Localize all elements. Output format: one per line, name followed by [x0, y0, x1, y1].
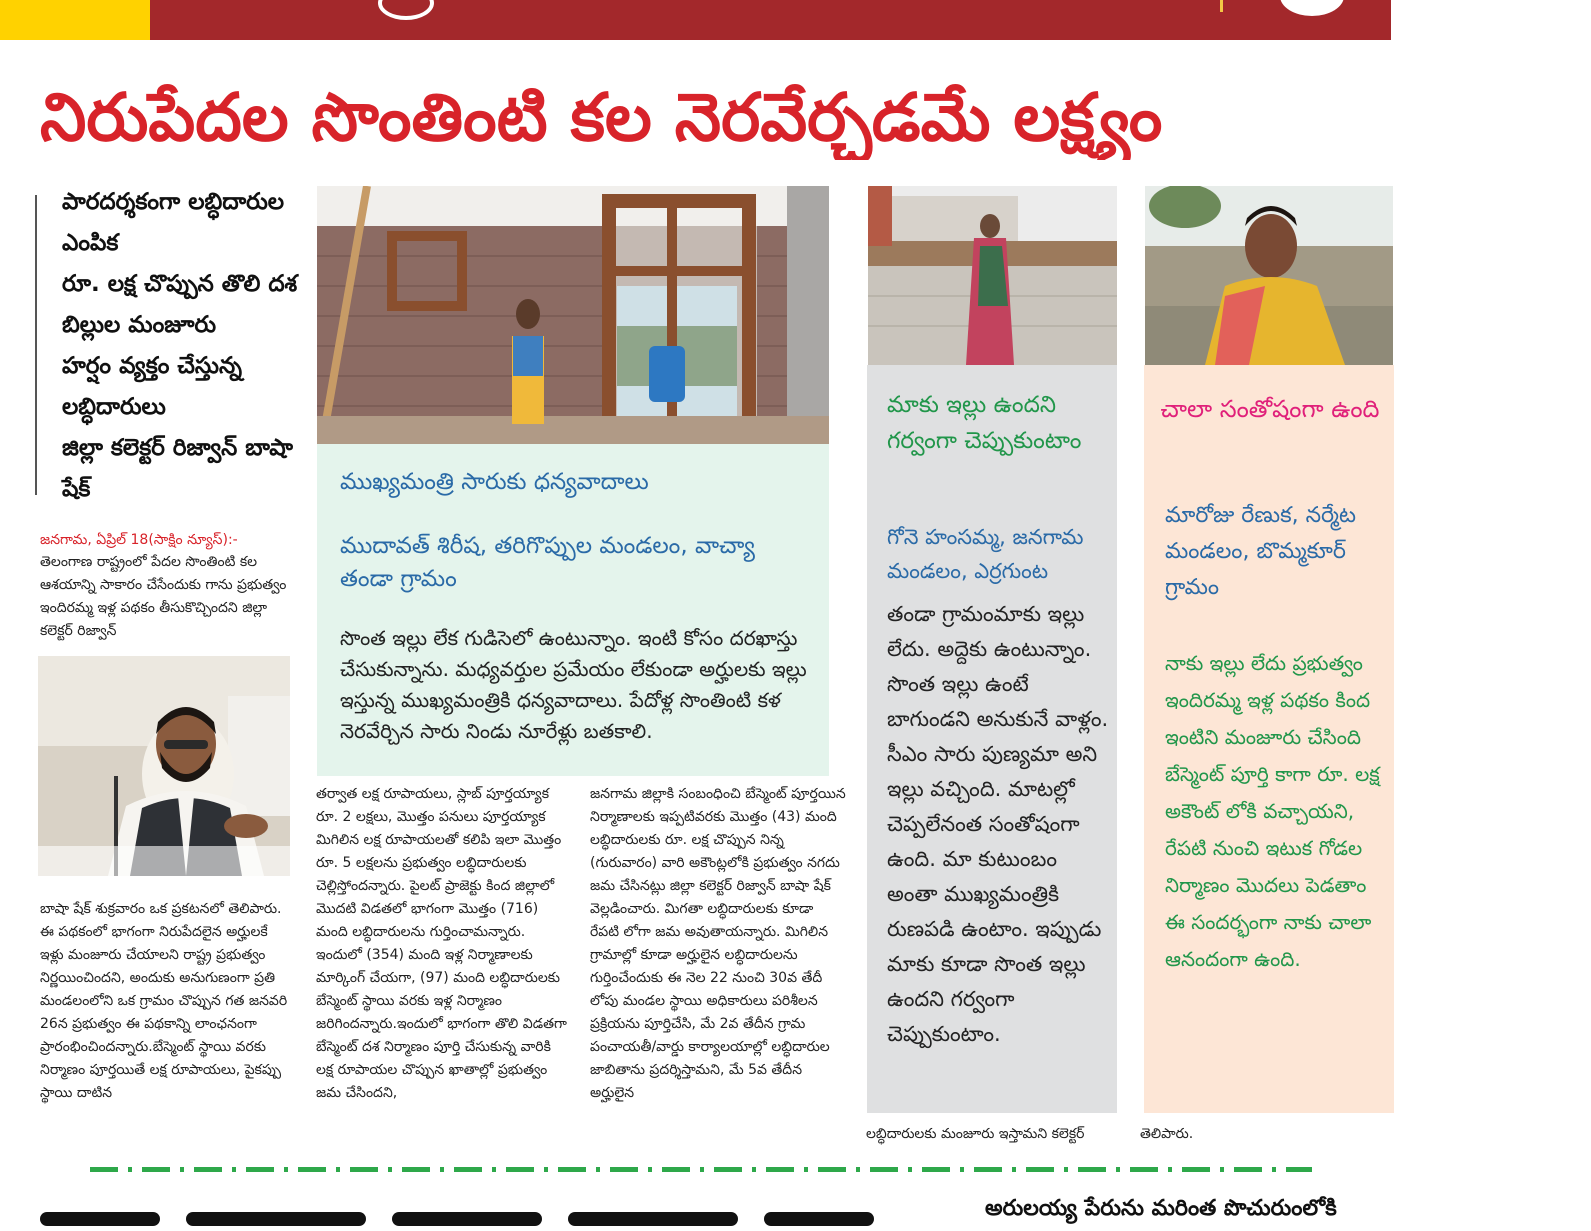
beneficiary-3-photo [1145, 186, 1393, 365]
next-article-text-fragment: అరులయ్య పేరును మరింత పొచురుంలోకి [985, 1196, 1337, 1221]
highlights-list [62, 182, 302, 510]
article-column-3: జనగామ జిల్లాకి సంబంధించి బేస్మెంట్ పూర్తయిన నిర్మాణాలకు ఇప్పటివరకు మొత్తం (43) మంది లబ్ధిదారులకు రూ. లక్ష చొప్పున నిన్న (గురువారం) వారి అకౌంట్లలోకి ప్రభుత్వం నగదు జమ చేసినట్లు జిల్లా కలెక్టర్ రిజ్వాన్ బాషా షేక్ వెల్లడించారు. మిగతా లబ్ధిదారులకు కూడా రేపటి లోగా జమ అవుతాయన్నారు. మిగిలిన గ్రామాల్లో కూడా అర్హులైన లబ్ధిదారులను గుర్తించేందుకు ఈ నెల 22 నుంచి 30వ తేదీ లోపు మండల స్థాయి అధికారులు పరిశీలన ప్రక్రియను పూర్తిచేసి, మే 2వ తేదీన గ్రామ పంచాయతీ/వార్డు కార్యాలయాల్లో లబ్ధిదారుల జాబితాను ప్రదర్శిస్తామని, మే 5వ తేదీన అర్హులైన [590, 786, 846, 1101]
highlight-item: పారదర్శకంగా లబ్ధిదారుల ఎంపిక [62, 189, 285, 256]
next-article-headline-fragment [40, 1196, 940, 1231]
article-column-1: బాషా షేక్ శుక్రవారం ఒక ప్రకటనలో తెలిపారు. ఈ పథకంలో భాగంగా నిరుపేదలైన అర్హులకే ఇళ్లు మంజూరు చేయాలని రాష్ట్ర ప్రభుత్వం నిర్ణయించిందని, అందుకు అనుగుణంగా ప్రతి మండలంలోని ఒక గ్రామం చొప్పున గత జనవరి 26న ప్రభుత్వం ఈ పథకాన్ని లాంఛనంగా ప్రారంభించిందన్నారు.బేస్మెంట్ స్థాయి వరకు నిర్మాణం పూర్తయితే లక్ష రూపాయలు, పైకప్పు స్థాయి దాటిన [40, 901, 288, 1101]
continued-text-col5: తెలిపారు. [1140, 1126, 1194, 1142]
highlight-item: హర్షం వ్యక్తం చేస్తున్న లబ్ధిదారులు [62, 353, 242, 420]
article-headline: నిరుపేదల సొంతింటి కల నెరవేర్చడమే లక్ష్యం [40, 79, 1163, 156]
collector-photo [38, 656, 290, 876]
section-divider [90, 1167, 1312, 1172]
beneficiary-3-quote: నాకు ఇల్లు లేదు ప్రభుత్వం ఇందిరమ్మ ఇళ్ల పథకం కింద ఇంటిని మంజూరు చేసింది బేస్మెంట్ పూర్తి కాగా రూ. లక్ష అకౌంట్ లోకి వచ్చాయని, రేపటి నుంచి ఇటుక గోడల నిర్మాణం మొదలు పెడతాం ఈ సందర్భంగా నాకు చాలా ఆనందంగా ఉంది. [1165, 651, 1380, 971]
highlight-item: రూ. లక్ష చొప్పున తొలి దశ బిల్లుల మంజూరు [62, 271, 298, 338]
beneficiary-2-name: గోనె హంసమ్మ, జనగామ మండలం, ఎర్రగుంట [887, 525, 1084, 583]
beneficiary-1-name: ముదావత్ శిరీష, తరిగొప్పుల మండలం, వాచ్యా తండా గ్రామం [340, 533, 755, 592]
construction-site-photo [317, 186, 829, 444]
beneficiary-1-heading: ముఖ్యమంత్రి సారుకు ధన్యవాదాలు [340, 469, 649, 495]
beneficiary-2-photo [868, 186, 1117, 365]
article-column-2: తర్వాత లక్ష రూపాయలు, స్లాబ్ పూర్తయ్యాక రూ. 2 లక్షలు, మొత్తం పనులు పూర్తయ్యాక మిగిలిన లక్ష రూపాయలతో కలిపి ఇలా మొత్తం రూ. 5 లక్షలను ప్రభుత్వం లబ్ధిదారులకు చెల్లిస్తోందన్నారు. పైలట్ ప్రాజెక్టు కింద జిల్లాలో మొదటి విడతలో భాగంగా మొత్తం (716) మంది లబ్ధిదారులను గుర్తించామన్నారు. ఇందులో (354) మంది ఇళ్ల నిర్మాణాలకు మార్కింగ్ చేయగా, (97) మంది లబ్ధిదారులకు బేస్మెంట్ స్థాయి వరకు ఇళ్ల నిర్మాణం జరిగిందన్నారు.ఇందులో భాగంగా తొలి విడతగా బేస్మెంట్ దశ నిర్మాణం పూర్తి చేసుకున్న వారికి లక్ష రూపాయల చొప్పున ఖాతాల్లో ప్రభుత్వం జమ చేసిందని, [316, 786, 567, 1101]
beneficiary-1-quote: సొంత ఇల్లు లేక గుడిసెలో ఉంటున్నాం. ఇంటి కోసం దరఖాస్తు చేసుకున్నాను. మధ్యవర్తుల ప్రమేయం లేకుండా అర్హులకు ఇల్లు ఇస్తున్న ముఖ్యమంత్రికి ధన్యవాదాలు. పేదోళ్ల సొంతింటి కళ నెరవేర్చిన సారు నిండు నూరేళ్లు బతకాలి. [340, 626, 807, 743]
beneficiary-2-heading: మాకు ఇల్లు ఉందని గర్వంగా చెప్పుకుంటాం [887, 392, 1082, 454]
beneficiary-3-heading: చాలా సంతోషంగా ఉంది [1160, 395, 1380, 423]
intro-paragraph: తెలంగాణ రాష్ట్రంలో పేదల సొంతింటి కల ఆశయాన్ని సాకారం చేసేందుకు గాను ప్రభుత్వం ఇందిరమ్మ ఇళ్ల పథకం తీసుకొచ్చిందని జిల్లా కలెక్టర్ రిజ్వాన్ [40, 554, 287, 639]
masthead-divider [1220, 0, 1223, 12]
masthead-red-bar [150, 0, 1391, 40]
highlights-rule [35, 195, 37, 495]
masthead-yellow-block [0, 0, 150, 40]
dateline: జనగామ, ఏప్రిల్ 18(సాక్షిం న్యూస్):- [40, 532, 238, 548]
beneficiary-3-name: మారోజు రేణుక, నర్మేట మండలం, బొమ్మకూర్ గ్రామం [1165, 503, 1356, 600]
beneficiary-2-quote: తండా గ్రామంమాకు ఇల్లు లేదు. అద్దెకు ఉంటున్నాం. సొంత ఇల్లు ఉంటే బాగుండని అనుకునే వాళ్లం. సీఎం సారు పుణ్యమా అని ఇల్లు వచ్చింది. మాటల్లో చెప్పలేనంత సంతోషంగా ఉంది. మా కుటుంబం అంతా ముఖ్యమంత్రికి రుణపడి ఉంటాం. ఇప్పుడు మాకు కూడా సొంత ఇల్లు ఉందని గర్వంగా చెప్పుకుంటాం. [887, 602, 1109, 1046]
continued-text-col4: లబ్ధిదారులకు మంజూరు ఇస్తామని కలెక్టర్ [866, 1126, 1085, 1142]
highlight-item: జిల్లా కలెక్టర్ రిజ్వాన్ బాషా షేక్ [62, 435, 293, 502]
